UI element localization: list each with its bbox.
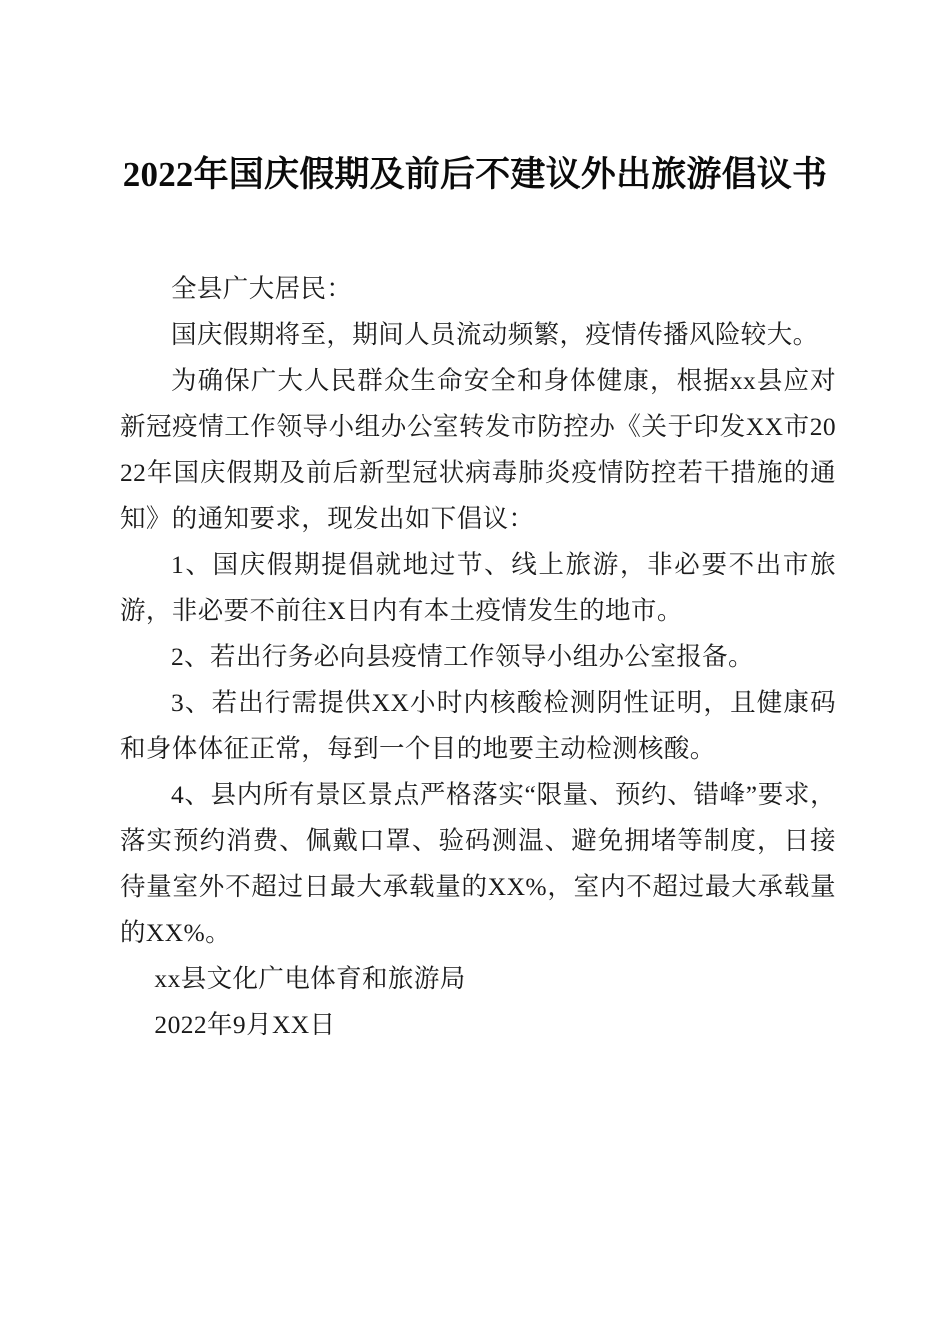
- signature-organization: xx县文化广电体育和旅游局: [154, 964, 466, 993]
- proposal-item-3: 3、若出行需提供XX小时内核酸检测阴性证明，且健康码和身体体征正常，每到一个目的地要主动检测核酸。: [120, 688, 836, 763]
- proposal-item-1: 1、国庆假期提倡就地过节、线上旅游，非必要不出市旅游，非必要不前往X日内有本土疫情发生的地市。: [120, 550, 836, 625]
- proposal-item-2: 2、若出行务必向县疫情工作领导小组办公室报备。: [171, 642, 754, 671]
- page-blank-area: [0, 1040, 950, 1344]
- signature-date: 2022年9月XX日: [154, 1010, 336, 1039]
- page-title: 2022年国庆假期及前后不建议外出旅游倡议书: [122, 155, 828, 195]
- preamble-paragraph: 为确保广大人民群众生命安全和身体健康，根据xx县应对新冠疫情工作领导小组办公室转发市防控办《关于印发XX市2022年国庆假期及前后新型冠状病毒肺炎疫情防控若干措施的通知》的通知要求，现发出如下倡议：: [120, 366, 836, 533]
- proposal-item-4: 4、县内所有景区景点严格落实“限量、预约、错峰”要求，落实预约消费、佩戴口罩、验码测温、避免拥堵等制度，日接待量室外不超过日最大承载量的XX%，室内不超过最大承载量的XX%。: [120, 780, 836, 947]
- lead-paragraph: 国庆假期将至，期间人员流动频繁，疫情传播风险较大。: [171, 320, 819, 349]
- salutation-line: 全县广大居民：: [171, 274, 353, 303]
- document-body: [120, 266, 836, 1048]
